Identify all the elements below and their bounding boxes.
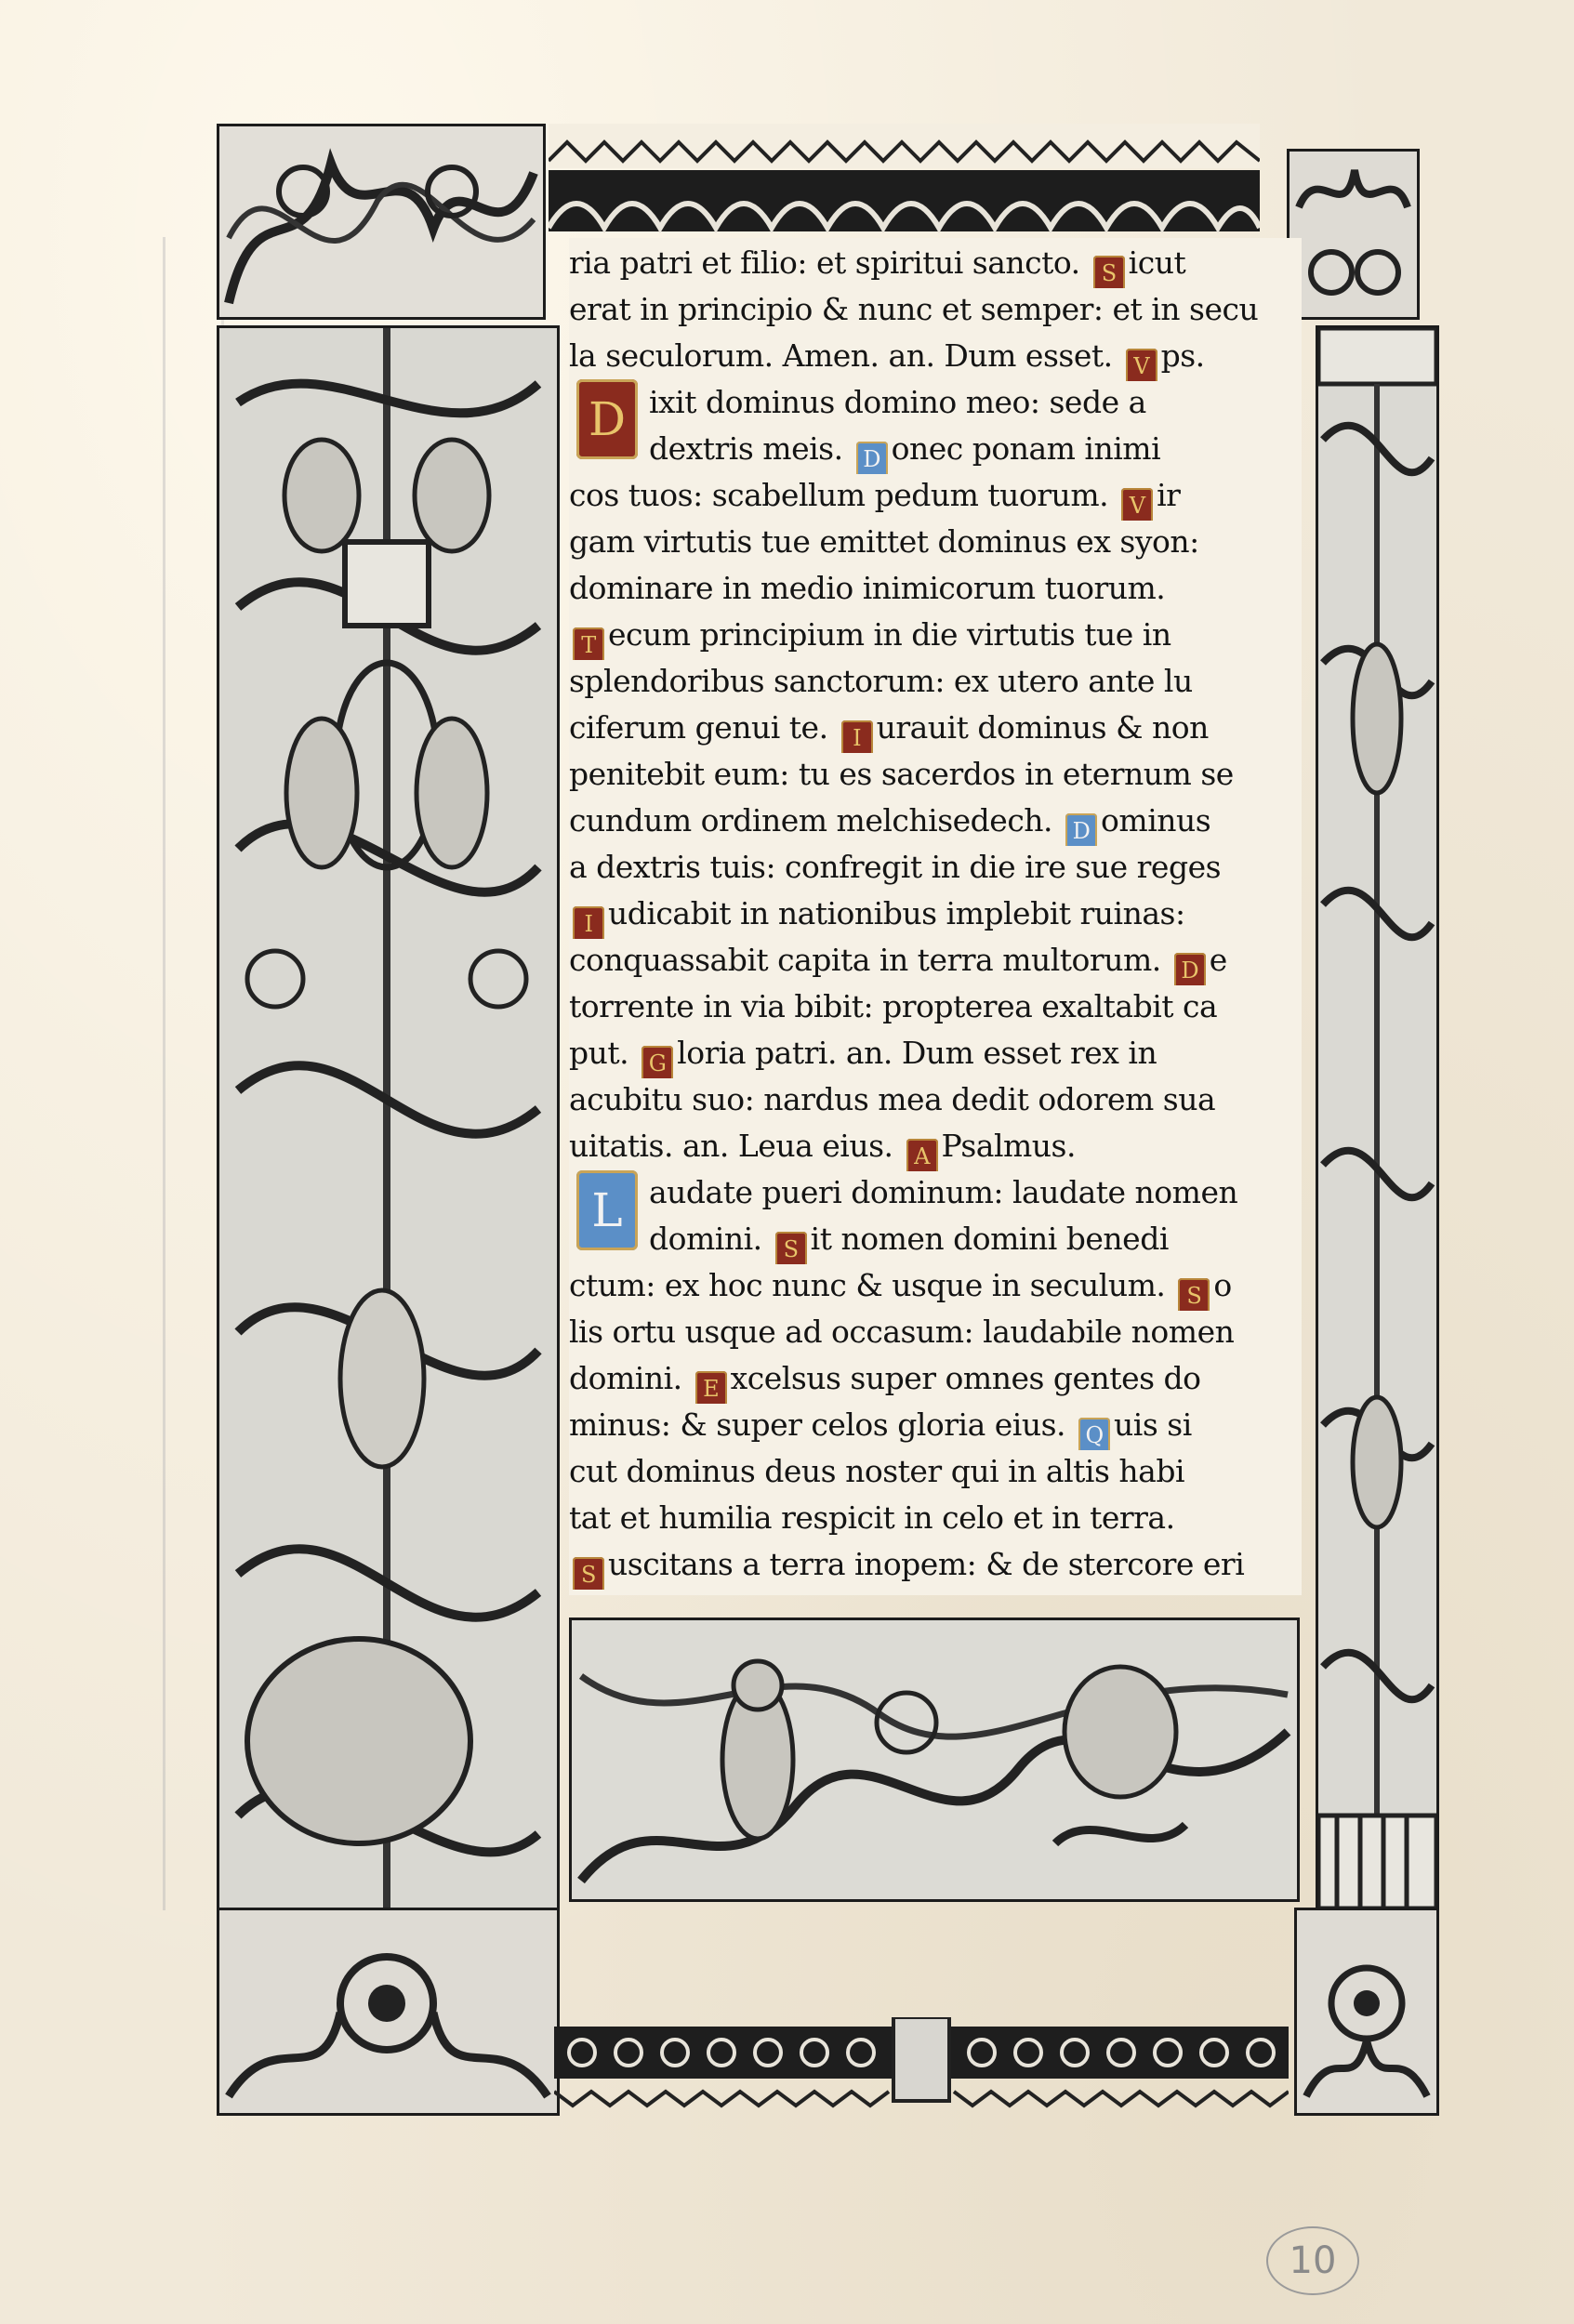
- corner-ornament-bottom-right: [1294, 1908, 1439, 2116]
- text-line: dextris meis. D onec ponam inimi: [649, 424, 1302, 474]
- rubricated-initial-large: L: [576, 1170, 638, 1250]
- rubricated-initial: S: [573, 1557, 604, 1590]
- text-line: penitebit eum: tu es sacerdos in eternum se: [569, 756, 1234, 792]
- text-line: dominare in medio inimicorum tuorum.: [569, 570, 1166, 606]
- rubricated-initial: S: [775, 1232, 807, 1264]
- text-line: T ecum principium in die virtutis tue in: [569, 610, 1302, 660]
- rubricated-initial: E: [695, 1371, 727, 1404]
- corner-ornament-bottom-left: [217, 1908, 560, 2116]
- text-line: ciferum genui te. I urauit dominus & non: [569, 703, 1302, 753]
- text-line: la seculorum. Amen. an. Dum esset. V ps.: [569, 331, 1302, 381]
- rubricated-initial: D: [1065, 813, 1097, 846]
- rubricated-initial: Q: [1078, 1418, 1110, 1450]
- rubricated-initial: T: [573, 627, 604, 660]
- text-line: conquassabit capita in terra multorum. D e: [569, 935, 1302, 985]
- text-line: a dextris tuis: confregit in die ire sue reges: [569, 849, 1222, 885]
- bottom-border-strip: [554, 2017, 1289, 2110]
- rubricated-initial-large: D: [576, 379, 638, 459]
- rubricated-initial: I: [841, 720, 873, 753]
- text-line: ixit dominus domino meo: sede a: [649, 384, 1146, 420]
- corner-ornament-top-right: [1287, 149, 1420, 320]
- text-line: tat et humilia respicit in celo et in terra.: [569, 1499, 1175, 1536]
- text-line: lis ortu usque ad occasum: laudabile nomen: [569, 1314, 1235, 1350]
- rubricated-initial: V: [1121, 488, 1153, 521]
- left-woodcut-border: [217, 325, 560, 1911]
- text-line: torrente in via bibit: propterea exaltabit ca: [569, 988, 1218, 1024]
- rubricated-initial: S: [1178, 1278, 1210, 1311]
- text-line: domini. E xcelsus super omnes gentes do: [569, 1353, 1302, 1404]
- text-block: [569, 238, 1302, 1595]
- rubricated-initial: G: [642, 1046, 673, 1078]
- text-line: audate pueri dominum: laudate nomen: [649, 1174, 1238, 1210]
- rubricated-initial: A: [906, 1139, 938, 1171]
- top-border-strip: [549, 124, 1260, 235]
- rubricated-initial: V: [1126, 349, 1157, 381]
- rubricated-initial: I: [573, 906, 604, 939]
- text-line: gam virtutis tue emittet dominus ex syon:: [569, 523, 1199, 560]
- text-line: S uscitans a terra inopem: & de stercore eri: [569, 1539, 1302, 1590]
- text-line: uitatis. an. Leua eius. A Psalmus.: [569, 1121, 1302, 1171]
- rubricated-initial: D: [1174, 953, 1206, 985]
- show-through-bleed: [163, 237, 224, 1910]
- text-line: cundum ordinem melchisedech. D ominus: [569, 796, 1302, 846]
- text-line: splendoribus sanctorum: ex utero ante lu: [569, 663, 1193, 699]
- folio-number: 10: [1266, 2226, 1359, 2295]
- text-line: cos tuos: scabellum pedum tuorum. V ir: [569, 470, 1302, 521]
- rubricated-initial: D: [856, 442, 888, 474]
- right-woodcut-border: [1316, 325, 1439, 1911]
- text-line: ctum: ex hoc nunc & usque in seculum. S o: [569, 1261, 1302, 1311]
- text-line: put. G loria patri. an. Dum esset rex in: [569, 1028, 1302, 1078]
- text-line: minus: & super celos gloria eius. Q uis si: [569, 1400, 1302, 1450]
- text-line: acubitu suo: nardus mea dedit odorem sua: [569, 1081, 1216, 1117]
- corner-ornament-top-left: [217, 124, 546, 320]
- text-line: domini. S it nomen domini benedi: [649, 1214, 1302, 1264]
- bottom-woodcut-panel: [569, 1618, 1300, 1902]
- text-line: I udicabit in nationibus implebit ruinas:: [569, 889, 1302, 939]
- rubricated-initial: S: [1093, 256, 1125, 288]
- text-line: ria patri et filio: et spiritui sancto. S icut: [569, 238, 1302, 288]
- text-line: cut dominus deus noster qui in altis habi: [569, 1453, 1184, 1489]
- text-line: erat in principio & nunc et semper: et in secu: [569, 291, 1259, 327]
